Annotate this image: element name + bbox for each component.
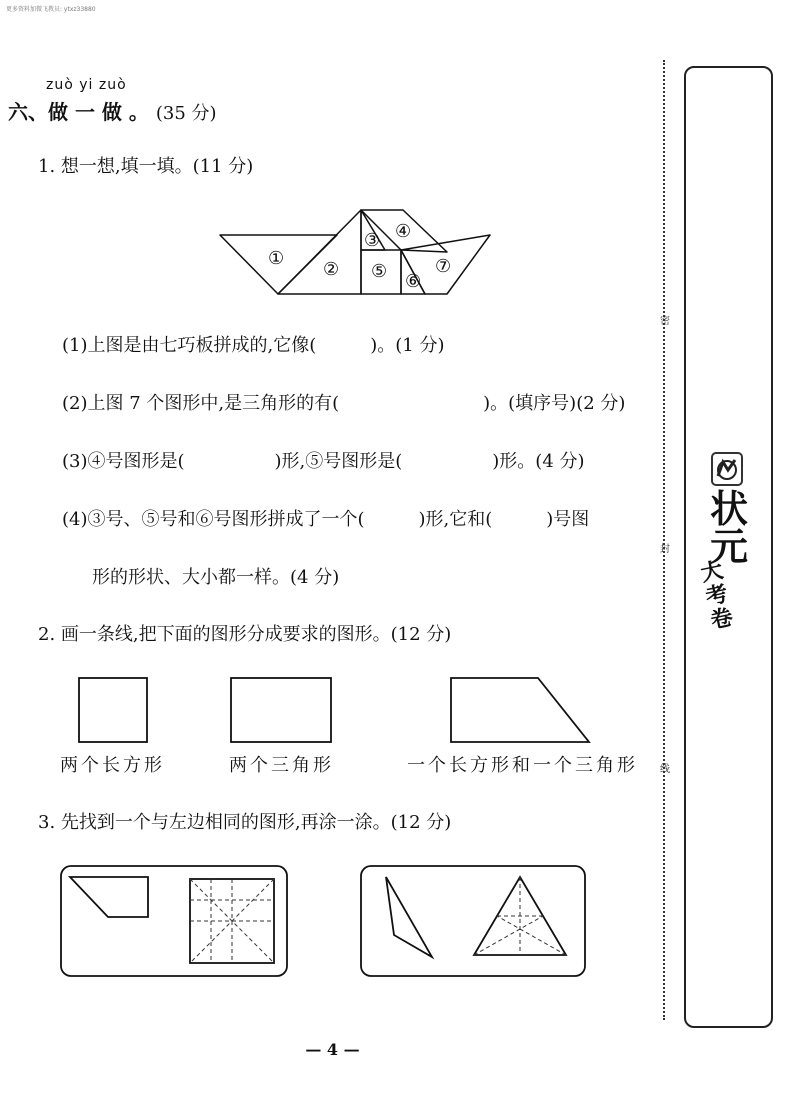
q3-right-target-shape [386,877,432,957]
tangram-label-5: ⑤ [371,261,388,282]
tangram-piece-2 [278,210,361,294]
q2-rectangle [230,677,332,743]
seal-label-1: 密 [660,316,670,327]
q1-sub2: (2)上图 7 个图形中,是三角形的有( )。(填序号)(2 分) [62,393,626,414]
section-points: (35 分) [155,103,217,124]
seal-label-2: 封 [660,544,670,555]
tangram-label-3: ③ [364,230,381,251]
q3-right-triangle-grid [474,877,566,955]
q3-left-square-grid [190,879,274,963]
q3-left-panel [60,865,288,977]
page-number: — 4 — [305,1040,360,1059]
watermark: 更多资料加微飞教员: ytxz33880 [6,6,96,13]
section-pinyin: zuò yi zuò [46,77,127,93]
q1-sub4-line1: (4)③号、⑤号和⑥号图形拼成了一个( )形,它和( )号图 [62,509,590,530]
q3-right-panel [360,865,586,977]
q2-label-2: 两个三角形 [229,755,334,776]
brand-logo-icon [711,452,743,486]
section-title [8,96,217,125]
q2-title: 2. 画一条线,把下面的图形分成要求的图形。(12 分) [38,624,452,645]
q1-sub3: (3)④号图形是( )形,⑤号图形是( )形。(4 分) [62,451,585,472]
q2-label-1: 两个长方形 [60,755,165,776]
q2-trapezoid [450,677,590,743]
tangram-label-1: ① [268,248,285,269]
tangram-label-2: ② [323,259,340,280]
q3-title: 3. 先找到一个与左边相同的图形,再涂一涂。(12 分) [38,812,452,833]
q2-label-3: 一个长方形和一个三角形 [407,755,638,776]
tangram-label-4: ④ [395,221,412,242]
brand-main: 状元 [710,487,749,569]
tangram-label-7: ⑦ [435,256,452,277]
seal-label-3: 线 [660,764,670,775]
q1-sub1: (1)上图是由七巧板拼成的,它像( )。(1 分) [62,335,445,356]
q2-square [78,677,148,743]
q3-left-target-shape [70,877,148,917]
tangram-boat [220,210,490,296]
section-title-text: 六、做 一 做 。 [8,100,149,124]
brand-sub: 大考卷 [698,558,736,635]
tangram-label-6: ⑥ [405,271,422,292]
q1-sub4-line2: 形的形状、大小都一样。(4 分) [92,567,340,588]
q1-title: 1. 想一想,填一填。(11 分) [38,156,254,177]
